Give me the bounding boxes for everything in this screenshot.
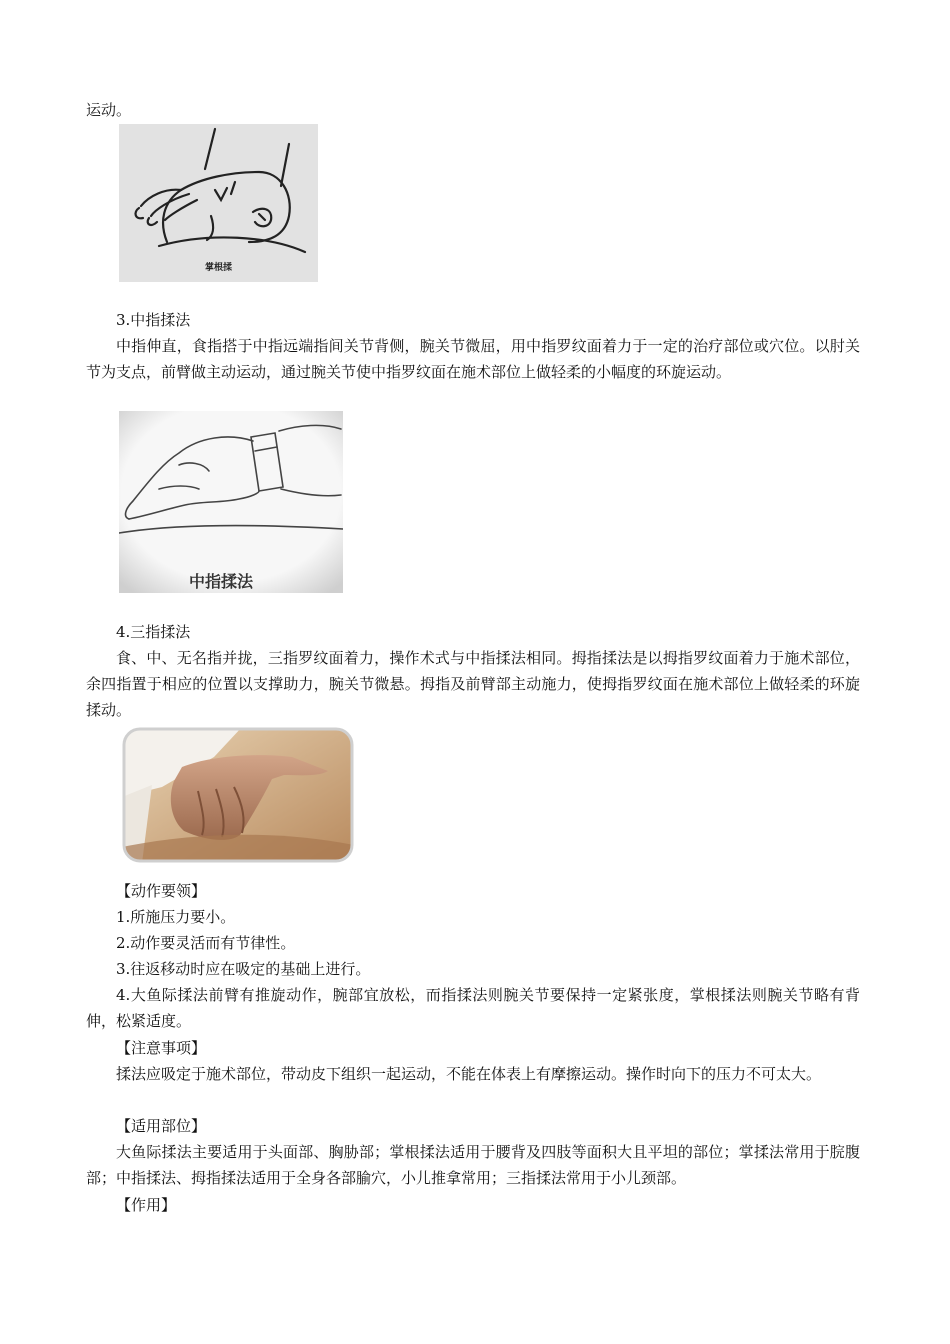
middle-finger-kneading-illustration (119, 411, 343, 593)
figure-middle-finger-kneading (119, 411, 343, 593)
paragraph-three-finger-kneading: 食、中、无名指并拢，三指罗纹面着力，操作术式与中指揉法相同。拇指揉法是以拇指罗纹面着力于施术部位，余四指置于相应的位置以支撑助力，腕关节微悬。拇指及前臂部主动施力，使拇指罗纹面在施术部位上做轻柔的环旋揉动。 (86, 649, 860, 719)
paragraph-precautions: 揉法应吸定于施术部位，带动皮下组织一起运动，不能在体表上有摩擦运动。操作时向下的压力不可太大。 (116, 1065, 822, 1083)
key-point-4: 4.大鱼际揉法前臂有推旋动作，腕部宜放松，而指揉法则腕关节要保持一定紧张度，掌根揉法则腕关节略有背伸，松紧适度。 (86, 986, 860, 1030)
heading-middle-finger-kneading: 3.中指揉法 (116, 311, 191, 329)
paragraph-continuation: 运动。 (86, 101, 132, 119)
heading-effects: 【作用】 (116, 1196, 177, 1214)
paragraph-middle-finger-kneading: 中指伸直，食指搭于中指远端指间关节背侧，腕关节微屈，用中指罗纹面着力于一定的治疗部位或穴位。以肘关节为支点，前臂做主动运动，通过腕关节使中指罗纹面在施术部位上做轻柔的小幅度的环旋运动。 (86, 337, 860, 381)
palm-root-kneading-illustration (119, 124, 318, 282)
figure-three-finger-kneading-photo (122, 727, 354, 863)
figure-2-caption: 中指揉法 (189, 572, 254, 591)
heading-precautions: 【注意事项】 (116, 1039, 207, 1057)
three-finger-kneading-photo (122, 727, 354, 863)
heading-key-points: 【动作要领】 (116, 882, 207, 900)
key-point-1: 1.所施压力要小。 (116, 908, 236, 926)
key-point-2: 2.动作要灵活而有节律性。 (116, 934, 296, 952)
heading-applicable-areas: 【适用部位】 (116, 1117, 207, 1135)
key-point-3: 3.往返移动时应在吸定的基础上进行。 (116, 960, 371, 978)
figure-1-caption: 掌根揉 (205, 263, 233, 273)
figure-palm-root-kneading (119, 124, 318, 282)
paragraph-applicable-areas: 大鱼际揉法主要适用于头面部、胸胁部；掌根揉法适用于腰背及四肢等面积大且平坦的部位；掌揉法常用于脘腹部；中指揉法、拇指揉法适用于全身各部腧穴，小儿推拿常用；三指揉法常用于小儿颈部。 (86, 1143, 860, 1187)
heading-three-finger-kneading: 4.三指揉法 (116, 623, 191, 641)
